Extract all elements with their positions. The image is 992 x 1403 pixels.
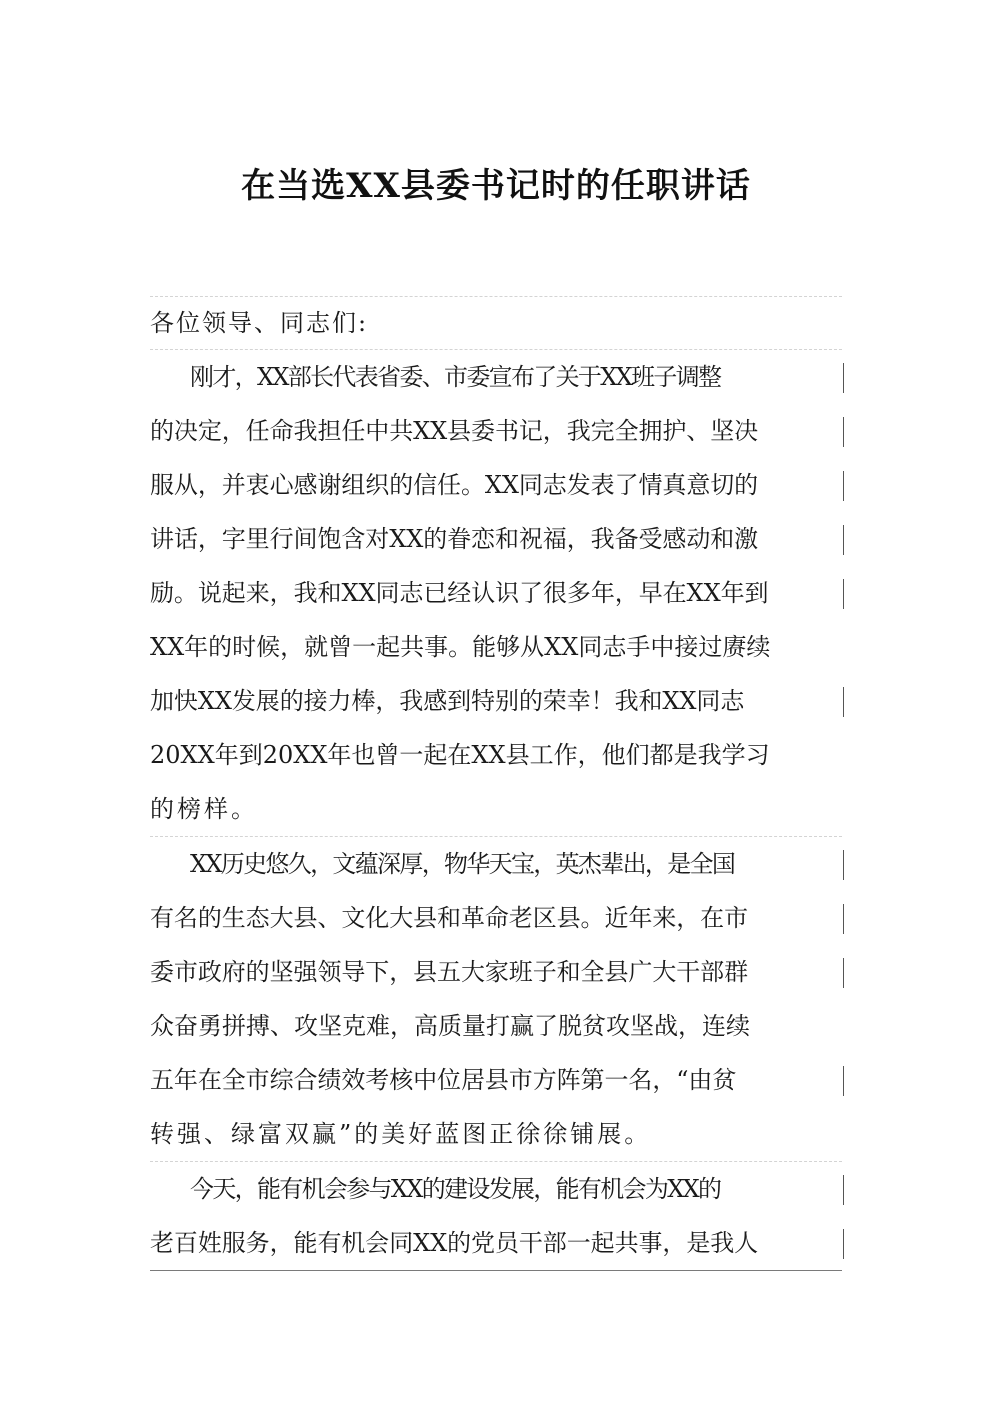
text-line: 讲话，字里行间饱含对XX的眷恋和祝福，我备受感动和激	[150, 512, 842, 566]
text-line: 五年在全市综合绩效考核中位居县市方阵第一名，“由贫	[150, 1053, 842, 1107]
paragraph-3	[150, 1162, 842, 1270]
text-line: 转强、绿富双赢”的美好蓝图正徐徐铺展。	[150, 1120, 652, 1148]
text-line: 服从，并衷心感谢组织的信任。XX同志发表了情真意切的	[150, 458, 842, 512]
text-line: 20XX年到20XX年也曾一起在XX县工作，他们都是我学习	[150, 741, 770, 769]
paragraph-1	[150, 350, 842, 836]
text-line: 的决定，任命我担任中共XX县委书记，我完全拥护、坚决	[150, 404, 842, 458]
text-line: 刚才，XX部长代表省委、市委宣布了关于XX班子调整	[150, 350, 842, 404]
paragraph-2	[150, 837, 842, 1161]
text-line: 老百姓服务，能有机会同XX的党员干部一起共事，是我人	[150, 1216, 842, 1270]
page-bottom-rule	[150, 1270, 842, 1271]
text-line: 众奋勇拼搏、攻坚克难，高质量打赢了脱贫攻坚战，连续	[150, 1012, 750, 1040]
text-line: 加快XX发展的接力棒，我感到特别的荣幸！我和XX同志	[150, 674, 842, 728]
text-line: 励。说起来，我和XX同志已经认识了很多年，早在XX年到	[150, 566, 842, 620]
text-line: XX年的时候，就曾一起共事。能够从XX同志手中接过赓续	[150, 633, 771, 661]
document-title: 在当选XX县委书记时的任职讲话	[241, 166, 751, 206]
text-line: 今天，能有机会参与XX的建设发展，能有机会为XX的	[150, 1162, 842, 1216]
text-line: 有名的生态大县、文化大县和革命老区县。近年来，在市	[150, 891, 842, 945]
salutation: 各位领导、同志们:	[150, 309, 369, 337]
text-line: 的榜样。	[150, 795, 258, 823]
document-body	[150, 296, 842, 1271]
text-line: XX历史悠久，文蕴深厚，物华天宝，英杰辈出，是全国	[150, 837, 842, 891]
text-line: 委市政府的坚强领导下，县五大家班子和全县广大干部群	[150, 945, 842, 999]
